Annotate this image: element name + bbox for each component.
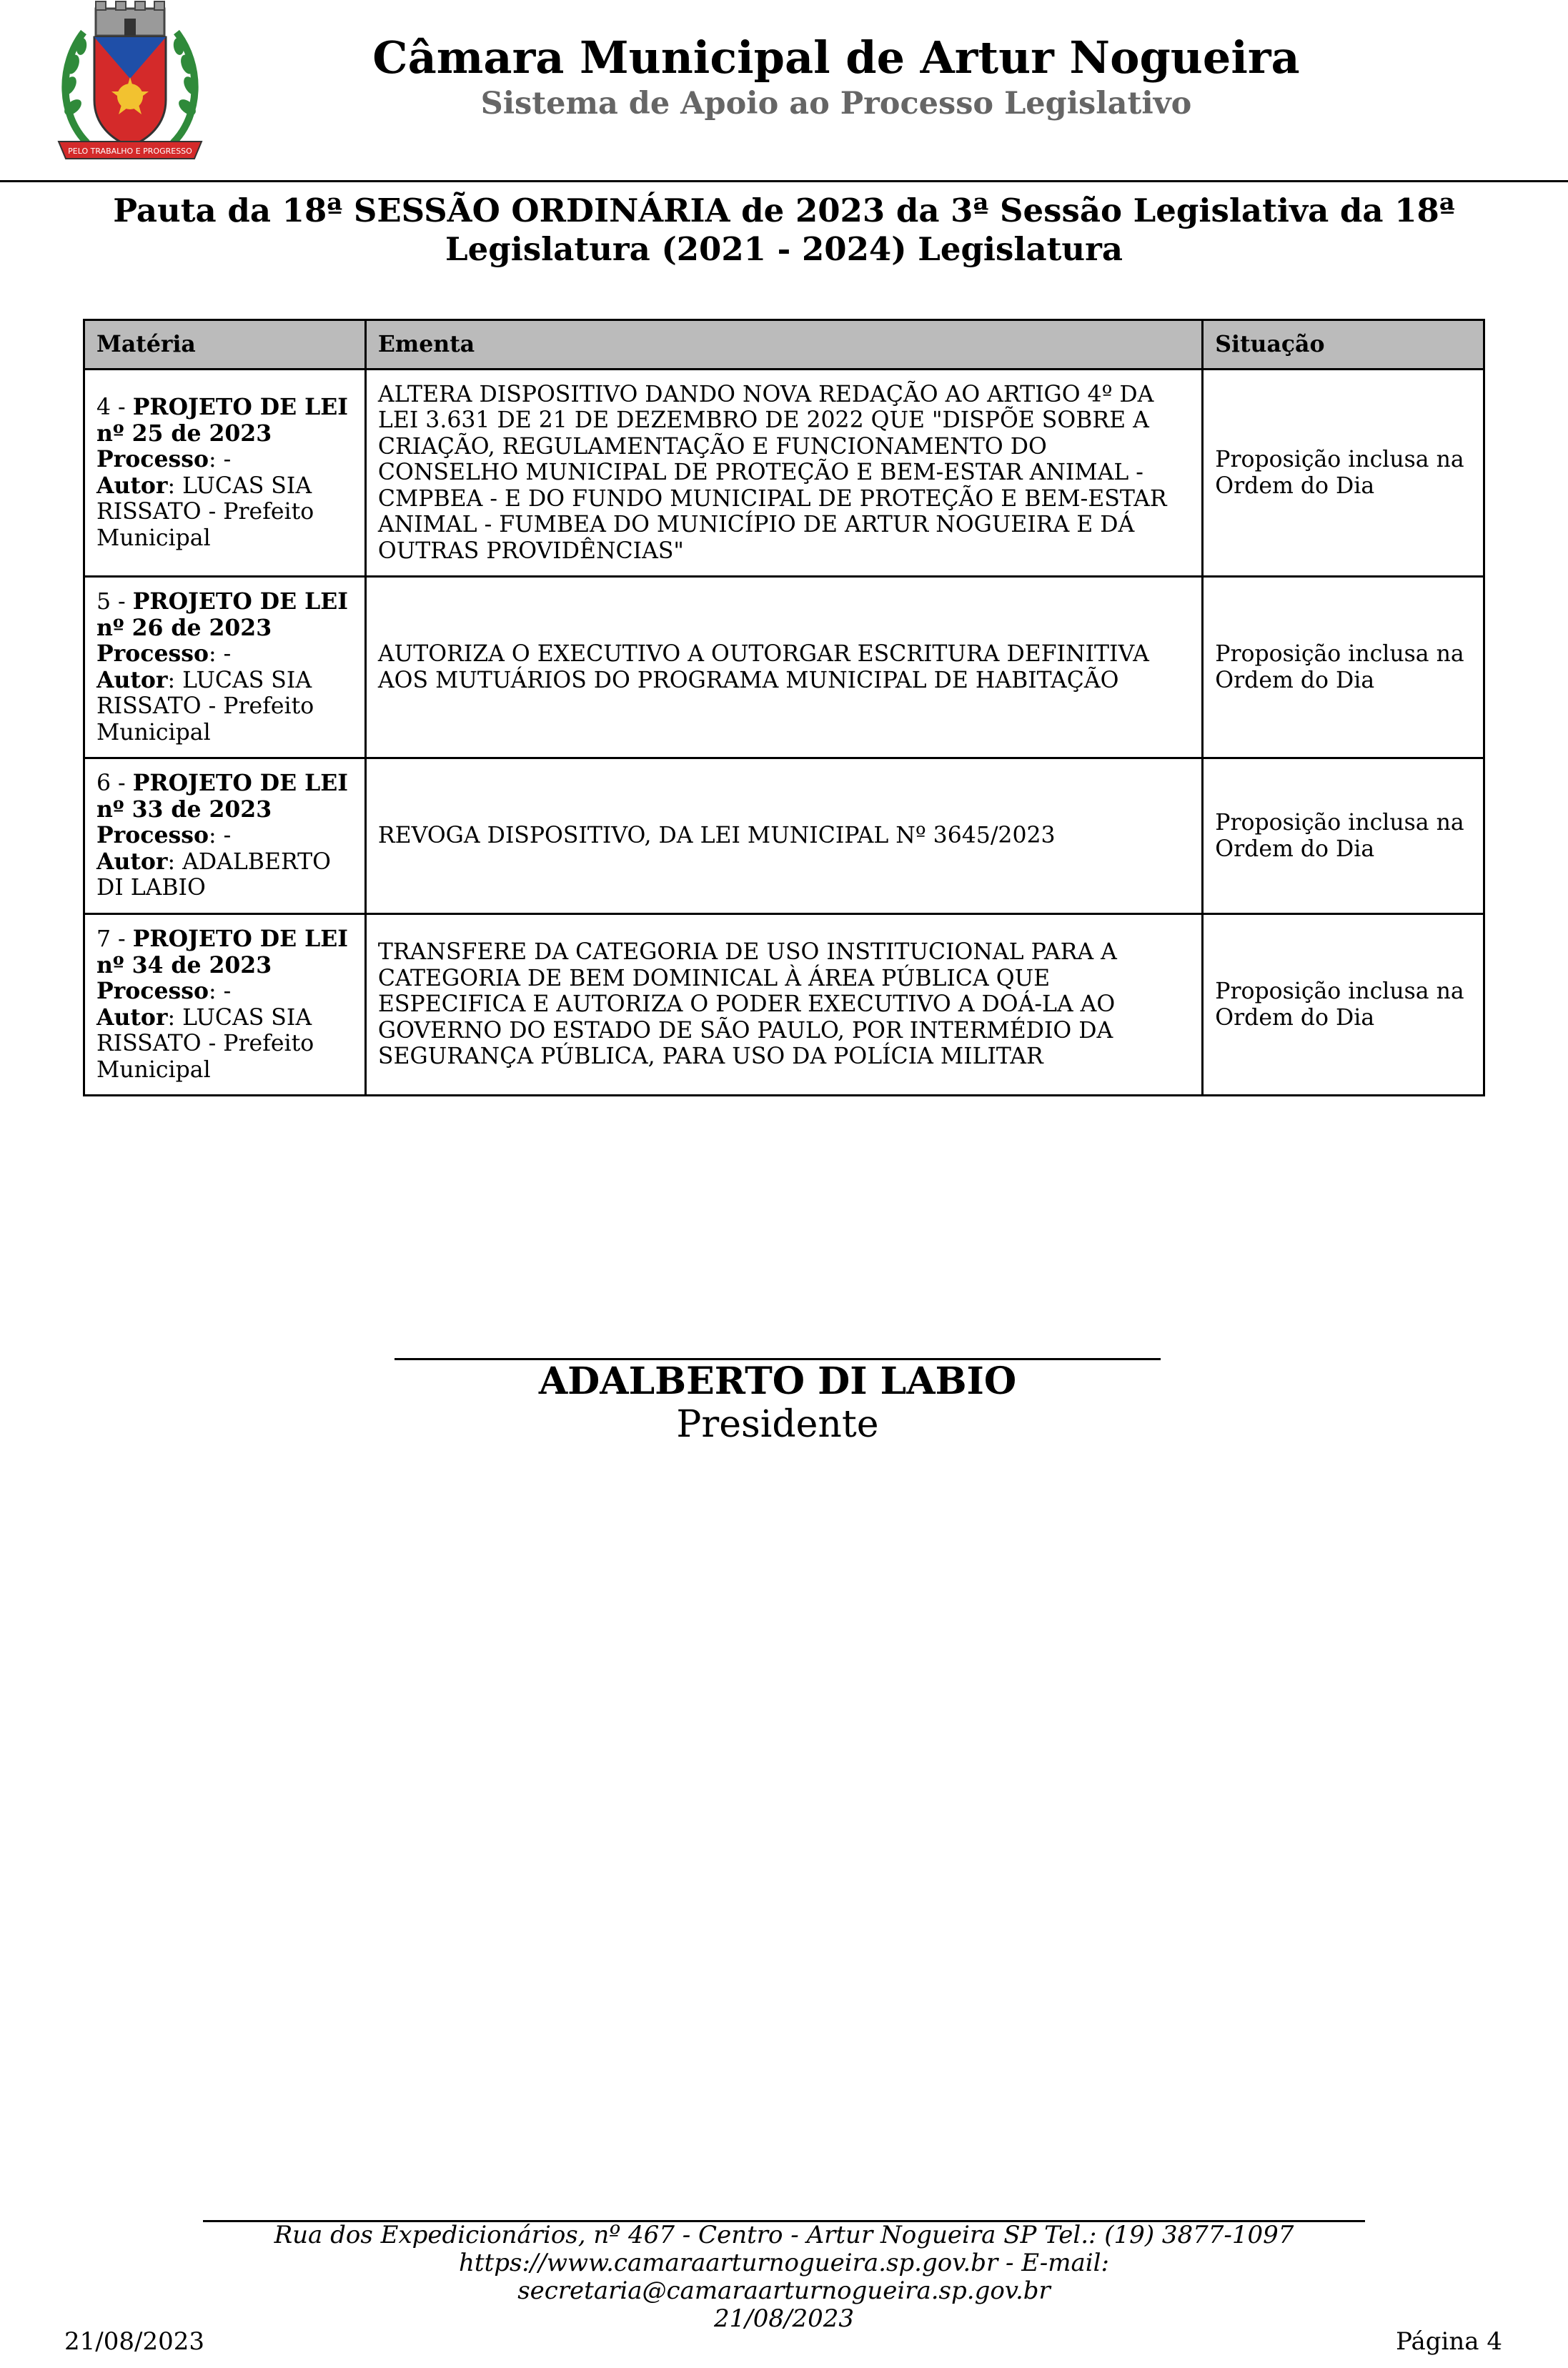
autor-value: : LUCAS SIA RISSATO - Prefeito Municipal <box>96 1004 314 1083</box>
ementa-cell: AUTORIZA O EXECUTIVO A OUTORGAR ESCRITURA DEFINITIVA AOS MUTUÁRIOS DO PROGRAMA MUNICIPAL DE HABITAÇÃO <box>365 577 1202 758</box>
signatory-name: ADALBERTO DI LABIO <box>538 1359 1017 1403</box>
situacao-cell: Proposição inclusa na Ordem do Dia <box>1203 758 1484 914</box>
column-header-situacao: Situação <box>1203 320 1484 370</box>
footer-address <box>203 2221 1365 2333</box>
materia-cell <box>84 914 366 1096</box>
item-number: 4 - <box>96 395 133 420</box>
ementa-cell: TRANSFERE DA CATEGORIA DE USO INSTITUCIONAL PARA A CATEGORIA DE BEM DOMINICAL À ÁREA PÚBLICA QUE ESPECIFICA E AUTORIZA O PODER EXECUTIVO A DOÁ-LA AO GOVERNO DO ESTADO DE SÃO PAULO, POR INTERMÉDIO DA SEGURANÇA PÚBLICA, PARA USO DA POLÍCIA MILITAR <box>365 914 1202 1096</box>
ementa-cell: ALTERA DISPOSITIVO DANDO NOVA REDAÇÃO AO ARTIGO 4º DA LEI 3.631 DE 21 DE DEZEMBRO DE 2022 QUE "DISPÕE SOBRE A CRIAÇÃO, REGULAMENTAÇÃO E FUNCIONAMENTO DO CONSELHO MUNICIPAL DE PROTEÇÃO E BEM-ESTAR ANIMAL - CMPBEA - E DO FUNDO MUNICIPAL DE PROTEÇÃO E BEM-ESTAR ANIMAL - FUMBEA DO MUNICÍPIO DE ARTUR NOGUEIRA E DÁ OUTRAS PROVIDÊNCIAS" <box>365 370 1202 577</box>
processo-value: : - <box>209 823 232 849</box>
autor-value: : ADALBERTO DI LABIO <box>96 848 331 901</box>
item-title: PROJETO DE LEI nº 33 de 2023 <box>96 770 348 823</box>
autor-label: Autor <box>96 472 168 499</box>
situacao-cell: Proposição inclusa na Ordem do Dia <box>1203 577 1484 758</box>
column-header-ementa: Ementa <box>365 320 1202 370</box>
table-row <box>84 914 1484 1096</box>
agenda-table <box>83 319 1485 1096</box>
svg-text:PELO TRABALHO E PROGRESSO: PELO TRABALHO E PROGRESSO <box>68 147 192 156</box>
processo-label: Processo <box>96 822 209 849</box>
materia-cell <box>84 370 366 577</box>
signatory-role: Presidente <box>676 1403 879 1446</box>
processo-value: : - <box>209 979 232 1004</box>
item-number: 6 - <box>96 771 133 797</box>
item-number: 7 - <box>96 926 133 952</box>
processo-label: Processo <box>96 640 209 667</box>
item-title: PROJETO DE LEI nº 34 de 2023 <box>96 926 348 979</box>
footer-date: 21/08/2023 <box>64 2327 204 2356</box>
item-number: 5 - <box>96 589 133 615</box>
item-title: PROJETO DE LEI nº 26 de 2023 <box>96 588 348 641</box>
autor-label: Autor <box>96 1004 168 1031</box>
page-header <box>0 0 1568 182</box>
table-row <box>84 577 1484 758</box>
processo-value: : - <box>209 447 232 472</box>
header-title: Câmara Municipal de Artur Nogueira <box>372 31 1300 84</box>
materia-cell <box>84 577 366 758</box>
page-title: Pauta da 18ª SESSÃO ORDINÁRIA de 2023 da 3ª Sessão Legislativa da 18ª Legislatura (2021 - 2024) Legislatura <box>113 192 1455 268</box>
processo-value: : - <box>209 641 232 667</box>
autor-value: : LUCAS SIA RISSATO - Prefeito Municipal <box>96 667 314 745</box>
page-number: Página 4 <box>1396 2327 1502 2356</box>
processo-label: Processo <box>96 446 209 472</box>
ementa-cell: REVOGA DISPOSITIVO, DA LEI MUNICIPAL Nº 3645/2023 <box>365 758 1202 914</box>
item-title: PROJETO DE LEI nº 25 de 2023 <box>96 394 348 447</box>
municipal-crest-icon <box>44 0 216 172</box>
autor-value: : LUCAS SIA RISSATO - Prefeito Municipal <box>96 472 314 551</box>
footer-address-text: Rua dos Expedicionários, nº 467 - Centro - Artur Nogueira SP Tel.: (19) 3877-1097 https://www.camaraarturnogueira.sp.gov.br - E-mail: secretaria@camaraarturnogueira.sp.gov.br <box>274 2221 1294 2305</box>
autor-label: Autor <box>96 666 168 693</box>
table-row <box>84 370 1484 577</box>
processo-label: Processo <box>96 978 209 1004</box>
footer-address-date: 21/08/2023 <box>714 2304 854 2333</box>
autor-label: Autor <box>96 848 168 875</box>
header-subtitle: Sistema de Apoio ao Processo Legislativo <box>480 86 1192 122</box>
signature-block <box>395 1358 1161 1446</box>
table-row <box>84 758 1484 914</box>
materia-cell <box>84 758 366 914</box>
table-header-row <box>84 320 1484 370</box>
situacao-cell: Proposição inclusa na Ordem do Dia <box>1203 914 1484 1096</box>
situacao-cell: Proposição inclusa na Ordem do Dia <box>1203 370 1484 577</box>
column-header-materia: Matéria <box>84 320 366 370</box>
